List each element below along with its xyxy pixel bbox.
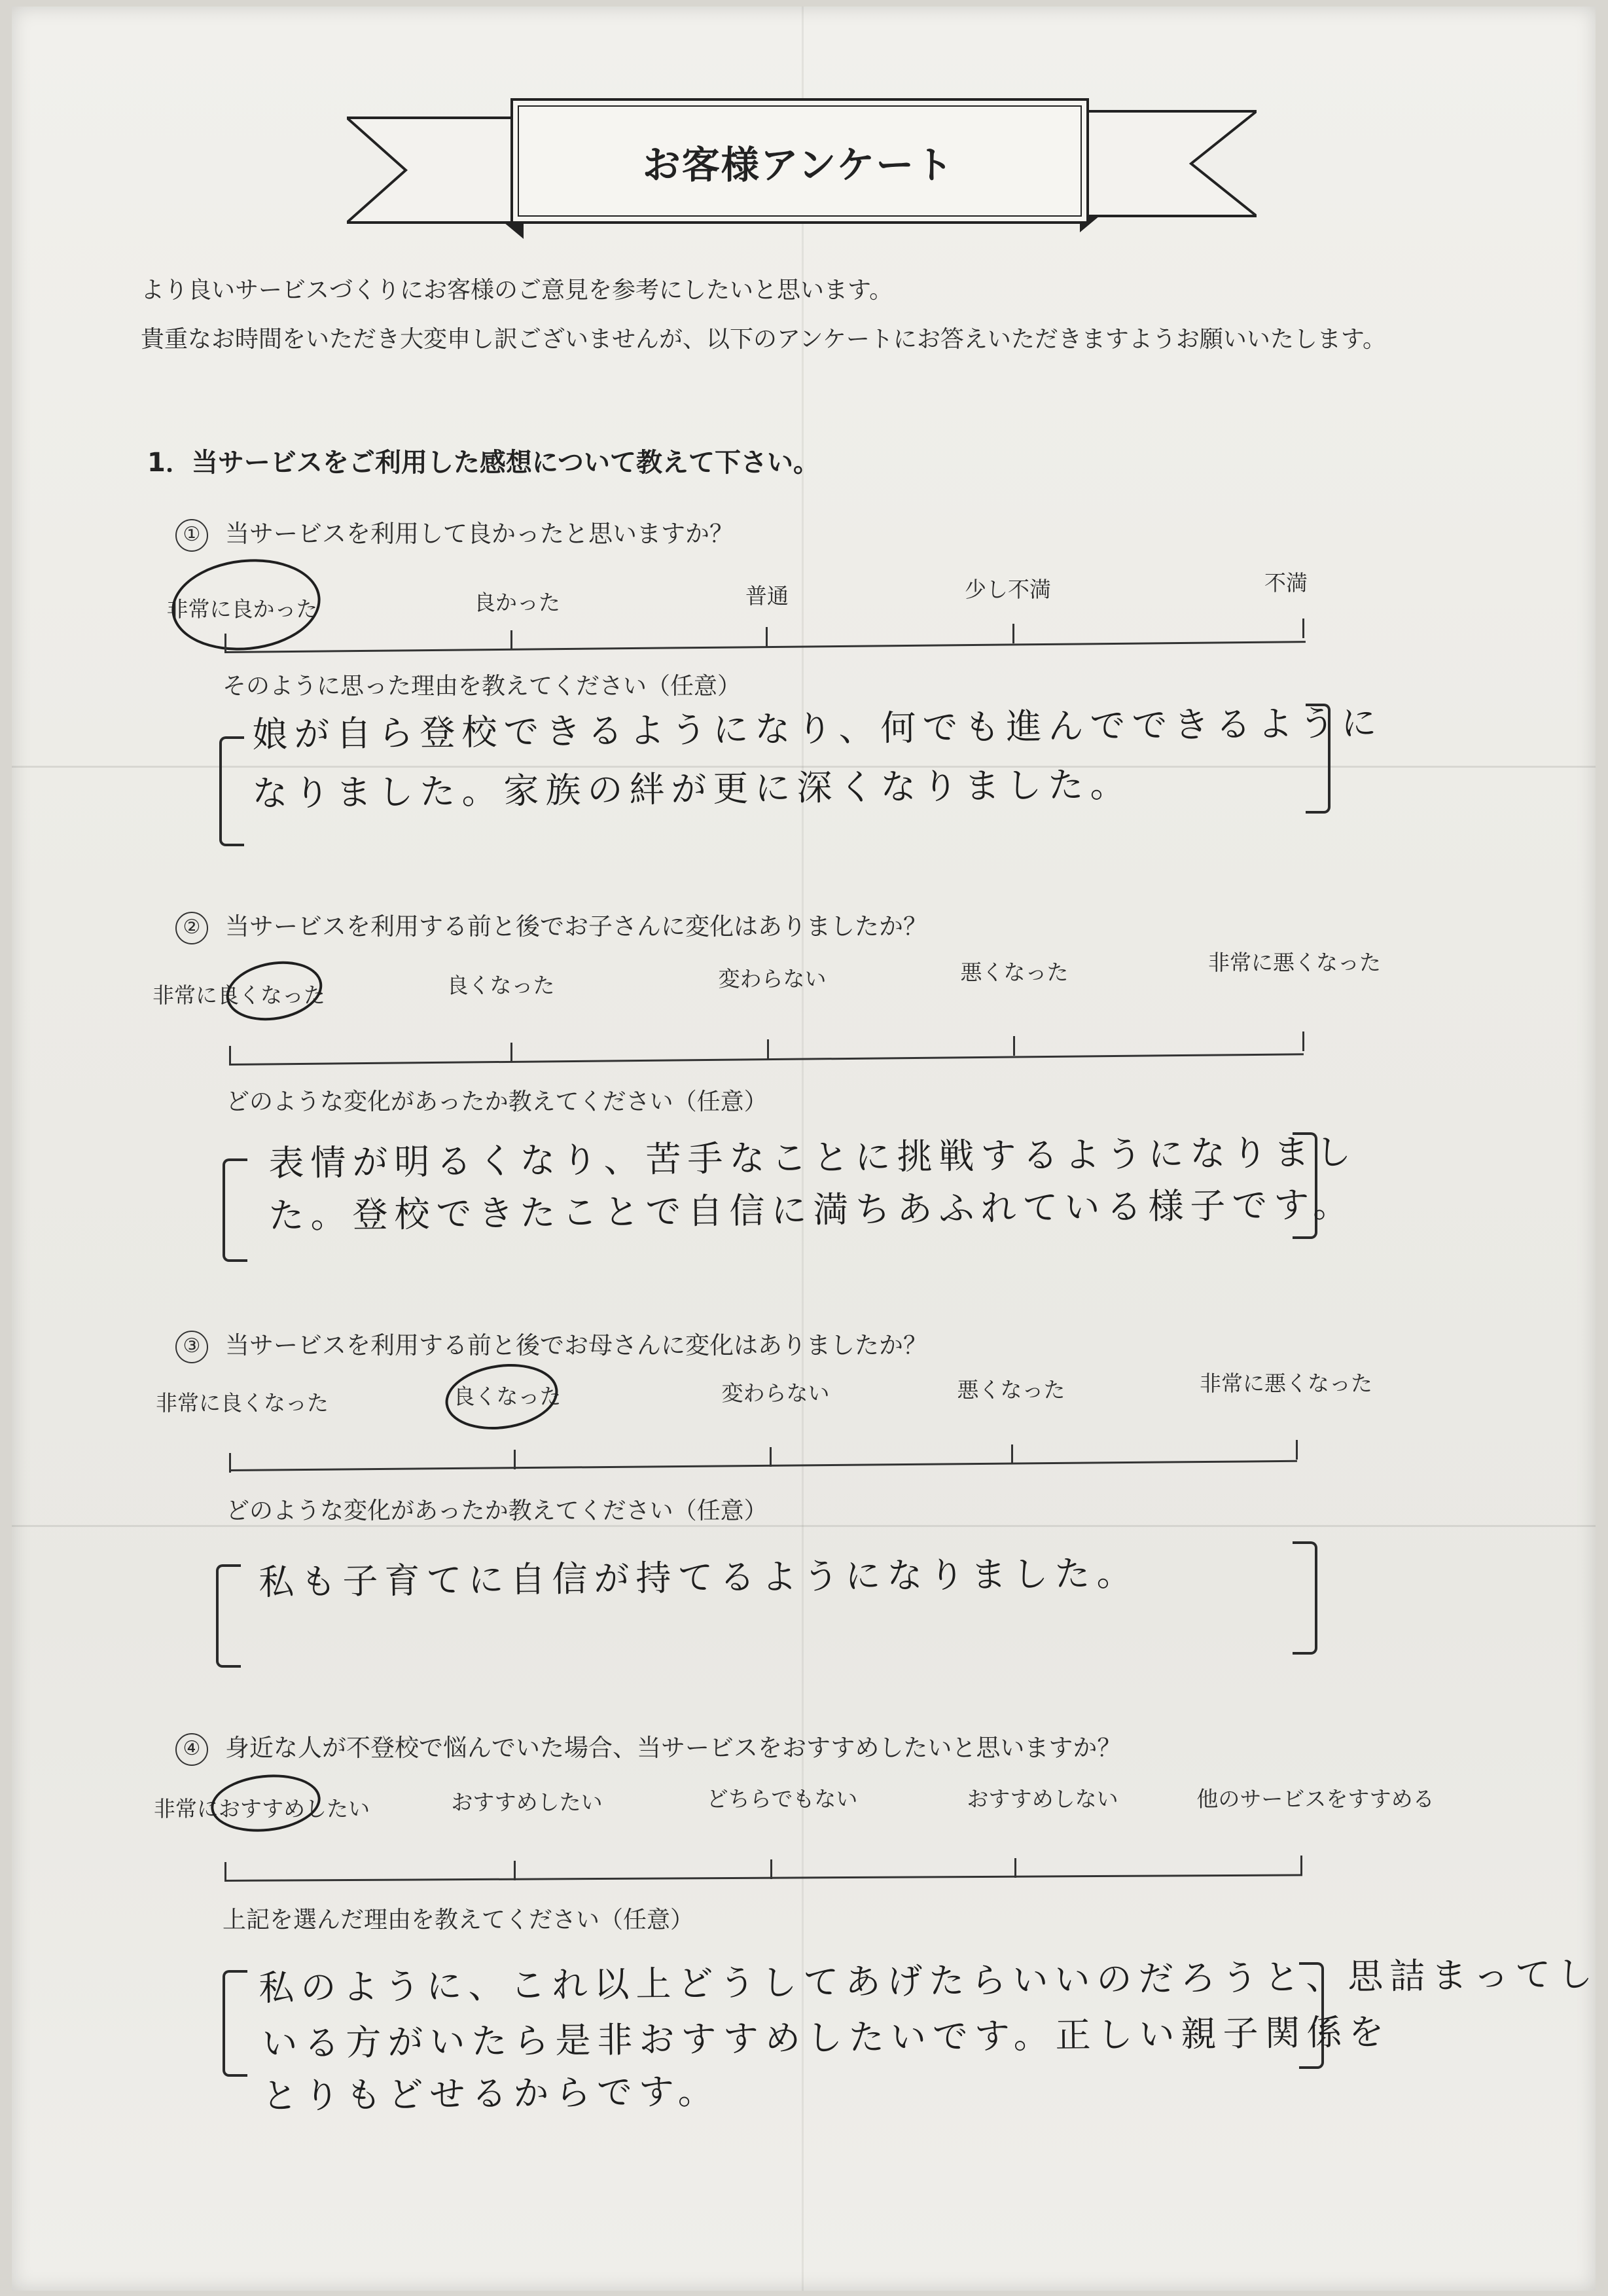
question-number: ④ bbox=[175, 1733, 208, 1766]
scale-tick bbox=[1302, 1031, 1304, 1051]
option-neutral[interactable]: どちらでもない bbox=[706, 1786, 858, 1812]
scale-tick bbox=[770, 1859, 772, 1879]
option-good[interactable]: 良かった bbox=[474, 590, 560, 615]
scale-tick bbox=[1011, 1444, 1013, 1464]
answer-bracket-left bbox=[223, 1970, 247, 2077]
scale-tick bbox=[514, 1861, 516, 1880]
scale-tick bbox=[770, 1447, 772, 1467]
reason-prompt: 上記を選んだ理由を教えてください（任意） bbox=[223, 1907, 694, 1933]
scale-tick bbox=[1012, 624, 1014, 643]
question-text: 当サービスを利用して良かったと思いますか？ bbox=[225, 520, 734, 548]
option-slightly-dissatisfied[interactable]: 少し不満 bbox=[965, 577, 1051, 602]
question-4 bbox=[175, 1728, 1121, 1766]
option-strongly-recommend[interactable]: 非常におすすめしたい bbox=[153, 1796, 370, 1821]
change-prompt: どのような変化があったか教えてください（任意） bbox=[226, 1498, 768, 1524]
option-worse[interactable]: 悪くなった bbox=[960, 960, 1069, 985]
scale-tick bbox=[229, 1046, 231, 1066]
scale-tick bbox=[1300, 1856, 1302, 1875]
question-text: 身近な人が不登校で悩んでいた場合、当サービスをおすすめしたいと思いますか？ bbox=[225, 1734, 1122, 1762]
intro-line-1: より良いサービスづくりにお客様のご意見を参考にしたいと思います。 bbox=[141, 277, 893, 304]
question-number: ③ bbox=[175, 1331, 208, 1363]
answer-bracket-left bbox=[219, 736, 244, 846]
scale-tick bbox=[1296, 1440, 1298, 1460]
option-much-better[interactable]: 非常に良くなった bbox=[152, 982, 325, 1008]
scale-tick bbox=[224, 1862, 226, 1882]
answer-line: とりもどせるからです。 bbox=[262, 2070, 720, 2117]
answer-bracket-right bbox=[1293, 1541, 1317, 1655]
answer-line: 私も子育てに自信が持てるようになりました。 bbox=[259, 1552, 1139, 1603]
section-title: 1．当サービスをご利用した感想について教えて下さい。 bbox=[147, 448, 820, 478]
scale-tick bbox=[1302, 619, 1304, 638]
option-other-service[interactable]: 他のサービスをすすめる bbox=[1196, 1786, 1435, 1812]
scale-tick bbox=[224, 634, 226, 653]
option-normal[interactable]: 普通 bbox=[745, 583, 789, 609]
scale-tick bbox=[1014, 1858, 1016, 1878]
option-dissatisfied[interactable]: 不満 bbox=[1264, 570, 1308, 596]
answer-line: 娘が自ら登校できるようになり、何でも進んでできるように bbox=[252, 702, 1384, 755]
scale-tick bbox=[229, 1453, 231, 1473]
page-title: お客様アンケート bbox=[642, 143, 955, 187]
answer-line: なりました。家族の絆が更に深くなりました。 bbox=[252, 763, 1132, 814]
intro-line-2: 貴重なお時間をいただき大変申し訳ございませんが、以下のアンケートにお答えいただきますようお願いいたします。 bbox=[141, 326, 1386, 353]
question-3 bbox=[175, 1325, 927, 1363]
answer-bracket-left bbox=[216, 1564, 241, 1668]
option-much-worse[interactable]: 非常に悪くなった bbox=[1208, 950, 1381, 975]
option-very-good[interactable]: 非常に良かった bbox=[166, 596, 318, 622]
answer-line: 表情が明るくなり、苦手なことに挑戦するようになりまし bbox=[268, 1131, 1358, 1184]
answer-line: いる方がいたら是非おすすめしたいです。正しい親子関係を bbox=[262, 2011, 1391, 2064]
option-no-change[interactable]: 変わらない bbox=[721, 1380, 830, 1406]
scale-tick bbox=[514, 1450, 516, 1469]
question-text: 当サービスを利用する前と後でお子さんに変化はありましたか？ bbox=[225, 912, 927, 941]
reason-prompt: そのように思った理由を教えてください（任意） bbox=[223, 673, 741, 700]
question-text: 当サービスを利用する前と後でお母さんに変化はありましたか？ bbox=[225, 1331, 927, 1359]
option-better[interactable]: 良くなった bbox=[446, 973, 555, 998]
question-1 bbox=[175, 514, 734, 552]
answer-line: た。登校できたことで自信に満ちあふれている様子です。 bbox=[268, 1183, 1355, 1236]
question-number: ① bbox=[175, 519, 208, 552]
option-not-recommend[interactable]: おすすめしない bbox=[967, 1786, 1118, 1812]
scale-tick bbox=[766, 627, 768, 647]
option-worse[interactable]: 悪くなった bbox=[957, 1377, 1065, 1403]
scale-tick bbox=[510, 630, 512, 650]
question-number: ② bbox=[175, 912, 208, 944]
answer-bracket-left bbox=[223, 1158, 247, 1262]
option-much-worse[interactable]: 非常に悪くなった bbox=[1200, 1371, 1372, 1396]
option-no-change[interactable]: 変わらない bbox=[718, 966, 827, 992]
option-better[interactable]: 良くなった bbox=[453, 1384, 562, 1409]
option-recommend[interactable]: おすすめしたい bbox=[451, 1789, 603, 1815]
scale-tick bbox=[767, 1039, 769, 1059]
answer-line: 私のように、これ以上どうしてあげたらいいのだろうと、思詰まってし bbox=[259, 1953, 1599, 2009]
title-banner bbox=[347, 92, 1257, 249]
change-prompt: どのような変化があったか教えてください（任意） bbox=[226, 1088, 768, 1115]
scale-tick bbox=[510, 1043, 512, 1062]
option-much-better[interactable]: 非常に良くなった bbox=[156, 1390, 329, 1416]
question-2 bbox=[175, 906, 927, 944]
scale-tick bbox=[1013, 1036, 1015, 1056]
